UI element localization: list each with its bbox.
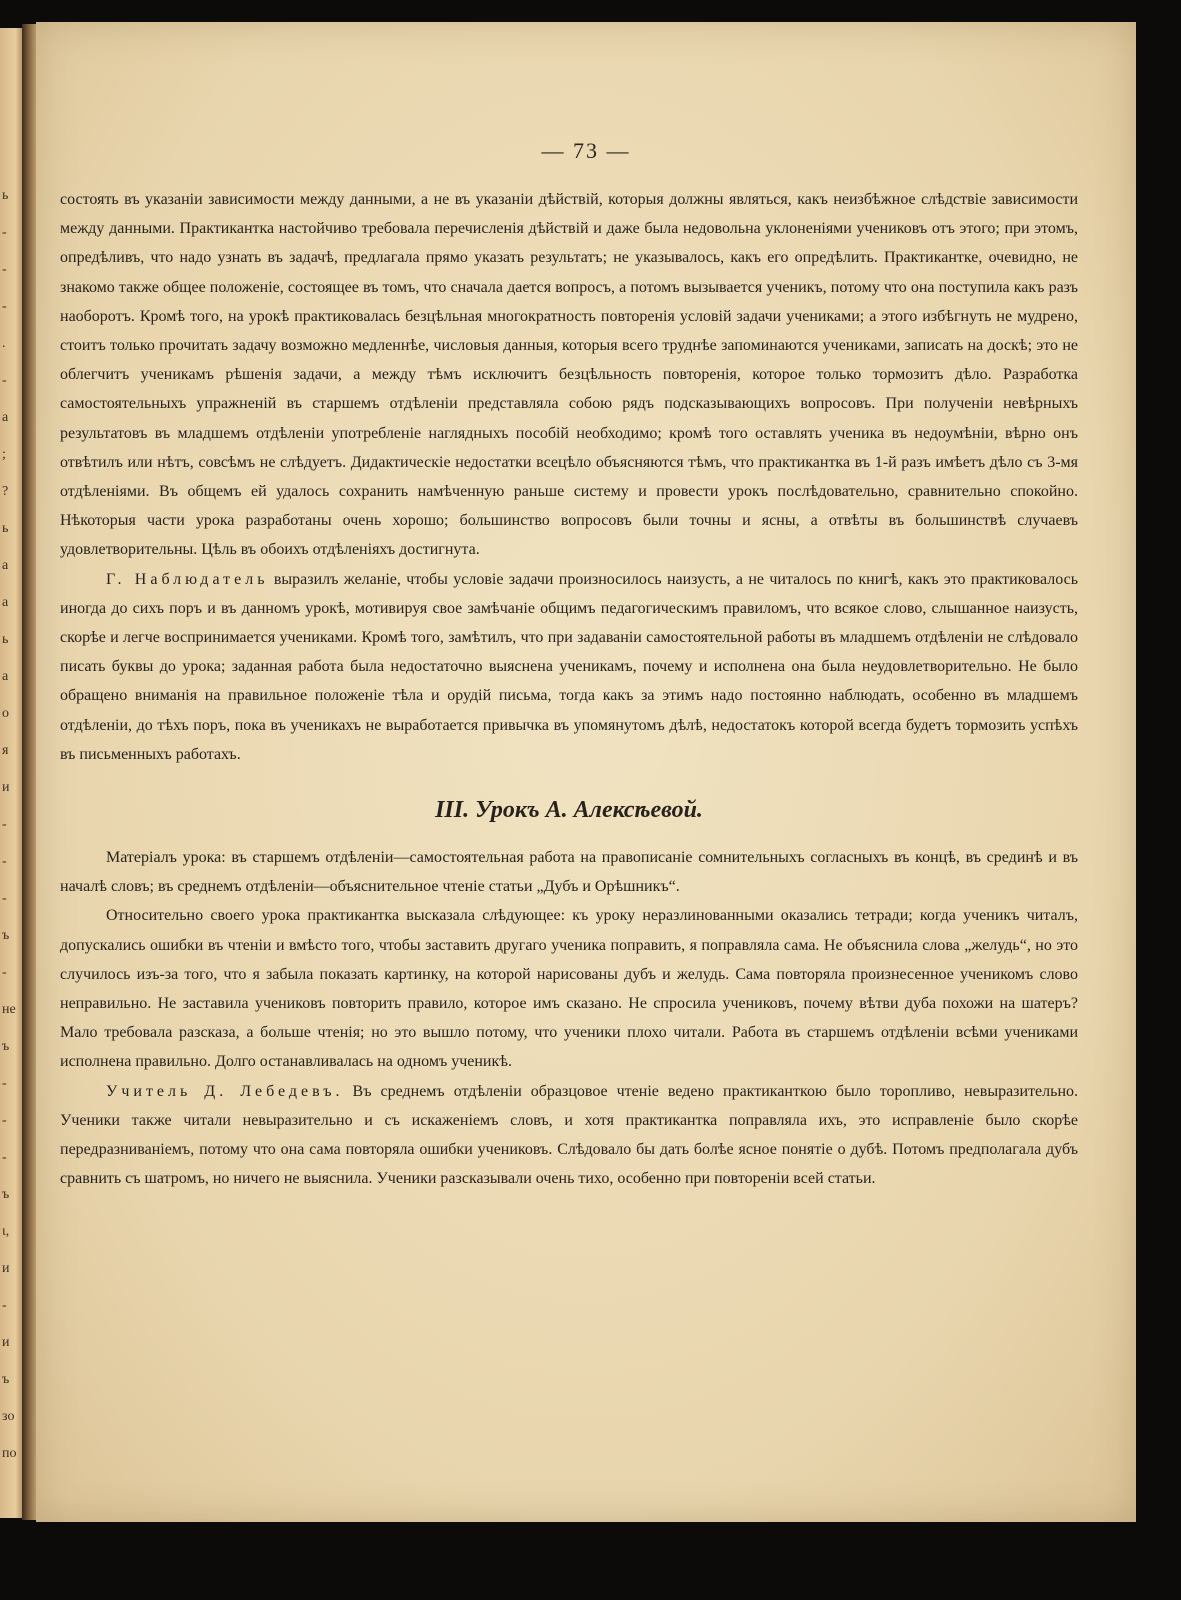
paragraph-observer-notes: состоять въ указанiи зависимости между данными, а не въ указанiи дѣйствiй, которыя должны являться, какъ неизбѣжное слѣдствiе зависимости между данными. Практикантка настойчиво требовала перечисленiя дѣйствiй и даже была недовольна уклоненiями учениковъ отъ этого; при этомъ, опредѣливъ, что надо узнать въ задачѣ, предлагала прямо указать результатъ; не указывалось, какъ его опредѣлить. Практикантке, очевидно, не знакомо также общее положенiе, состоящее въ томъ, что сначала дается вопросъ, а потомъ вызывается ученикъ, потому что она поступила какъ разъ наоборотъ. Кромѣ того, на урокѣ практиковалась безцѣльная многократность повторенiя условiй задачи учениками; а этого избѣгнуть не мудрено, стоитъ только прочитать задачу возможно медленнѣе, числовыя данныя, которыя всего труднѣе запоминаются учениками, записать на доскѣ; это не облегчитъ ученикамъ рѣшенiя задачи, а между тѣмъ исключитъ безцѣльность повторенiя, которое только тормозитъ дѣло. Разработка самостоятельныхъ упражненiй въ старшемъ отдѣленiи представляла собою рядъ подсказывающихъ вопросовъ. При полученiи невѣрныхъ результатовъ въ младшемъ отдѣленiи употребленiе наглядныхъ пособiй необходимо; кромѣ того оставлять ученика въ недоумѣнiи, вѣрно онъ отвѣтилъ или нѣтъ, совсѣмъ не слѣдуетъ. Дидактическiе недостатки всецѣло объясняются тѣмъ, что практикантка въ 1-й разъ имѣетъ дѣло съ 3-мя отдѣленiями. Въ общемъ ей удалось сохранить намѣченную раньше систему и провести урокъ послѣдовательно, сравнительно спокойно. Нѣкоторыя части урока разработаны очень хорошо; большинство вопросовъ были точны и ясны, а отвѣты въ большинствѣ случаевъ удовлетворительны. Цѣль въ обоихъ отдѣленiяхъ достигнута. <box>60 191 1079 559</box>
left-page-fragment: . <box>2 336 6 351</box>
left-page-fragment: - <box>2 373 7 388</box>
left-page-fragment: не <box>2 1002 16 1017</box>
left-page-fragment: - <box>2 225 7 240</box>
left-page-fragment: - <box>2 817 7 832</box>
left-page-fragment: и <box>2 1261 10 1276</box>
left-page-fragment: ъ <box>2 928 10 943</box>
paragraph-text: выразилъ желанiе, чтобы условiе задачи произносилось наизусть, а не читалось по книгѣ, какъ это практиковалось иногда до сихъ поръ и въ данномъ урокѣ, мотивируя свое замѣчанiе общимъ педагогическимъ правиломъ, что всякое слово, слышанное наизусть, скорѣе и легче воспринимается учениками. Кромѣ того, замѣтилъ, что при задаванiи самостоятельной работы въ младшемъ отдѣленiи не слѣдовало писать буквы до урока; заданная работа была недостаточно выяснена ученикамъ, почему и исполнена она была неудовлетворительно. Не было обращено вниманiя на правильное положенiе тѣла и орудiй письма, тогда какъ за этимъ надо постоянно наблюдать, особенно въ младшемъ отдѣленiи, до тѣхъ поръ, пока въ ученикахъ не выработается привычка въ упомянутомъ дѣлѣ, недостатокъ которой всегда будетъ тормозить успѣхъ въ письменныхъ работахъ. <box>60 570 1078 763</box>
page-body <box>60 185 1078 1194</box>
left-page-fragment: ъ <box>2 1372 10 1387</box>
left-page-fragment: - <box>2 1076 7 1091</box>
page-number: — 73 — <box>541 138 631 163</box>
left-page-fragment: - <box>2 891 7 906</box>
left-page-fragment: - <box>2 965 7 980</box>
paragraph-teacher-remarks <box>60 1077 1078 1194</box>
paragraph-text: Въ среднемъ отдѣленiи образцовое чтенiе ведено практиканткою было торопливо, невыразительно. Ученики также читали невыразительно и съ искаженiемъ словъ, и хотя практикантка поправляла ихъ, это исправленiе было скорѣе передразниванiемъ, потому что она сама повторяла ошибки учениковъ. Слѣдовало бы дать болѣе ясное понятiе о дубѣ. Потомъ предполагала дубъ сравнить съ шатромъ, но ничего не выяснила. Ученики разсказывали очень тихо, особенно при повторенiи всей статьи. <box>60 1082 1079 1188</box>
left-page-fragment: а <box>2 595 9 610</box>
speaker-label: Г. Наблюдатель <box>106 570 269 588</box>
left-page-fragment: а <box>2 410 9 425</box>
left-page-fragment: о <box>2 706 9 721</box>
left-page-fragment: и <box>2 780 10 795</box>
left-page-fragment: - <box>2 1298 7 1313</box>
left-page-fragment: - <box>2 262 7 277</box>
left-page-fragment: - <box>2 299 7 314</box>
left-page-fragment: и <box>2 1335 10 1350</box>
paragraph-observer-remarks <box>60 565 1078 769</box>
left-page-fragment: по <box>2 1446 17 1461</box>
left-page-fragment: ь <box>2 188 9 203</box>
speaker-label: Учитель Д. Лебедевъ. <box>106 1082 344 1100</box>
left-page-fragment: ι, <box>2 1224 10 1239</box>
left-page-fragment: а <box>2 558 9 573</box>
document-page <box>36 22 1136 1522</box>
paragraph-trainee-statement: Относительно своего урока практикантка высказала слѣдующее: къ уроку неразлинованными оказались тетради; когда ученикъ читалъ, допускались ошибки въ чтенiи и вмѣсто того, чтобы заставить другаго ученика поправить, я поправляла сама. Не объяснила слова „желудь“, но это случилось изъ-за того, что я забыла показать картинку, на которой нарисованы дубъ и желудь. Сама повторяла произнесенное ученикомъ слово неправильно. Не заставила учениковъ повторить правило, которое имъ сказано. Не спросила учениковъ, почему вѣтви дуба похожи на шатеръ? Мало требовала разсказа, а больше чтенiя; но это вышло потому, что ученики плохо читали. Работа въ старшемъ отдѣленiи всѣми учениками исполнена правильно. Долго останавливалась на одномъ ученикѣ. <box>60 907 1078 1071</box>
left-page-fragment: я <box>2 743 9 758</box>
left-page-fragment: а <box>2 669 9 684</box>
left-page-fragment: зо <box>2 1409 15 1424</box>
left-page-fragment: ь <box>2 521 9 536</box>
left-page-fragment: ъ <box>2 1187 10 1202</box>
left-page-fragment: - <box>2 1150 7 1165</box>
section-heading: III. Урокъ А. Алексѣевой. <box>435 797 703 824</box>
left-page-fragment: ; <box>2 447 6 462</box>
paragraph-lesson-material: Матерiалъ урока: въ старшемъ отдѣленiи—самостоятельная работа на правописанiе сомнительныхъ согласныхъ въ концѣ, въ срединѣ и въ началѣ словъ; въ среднемъ отдѣленiи—объяснительное чтенiе статьи „Дубъ и Орѣшникъ“. <box>60 849 1078 896</box>
left-page-fragment: ъ <box>2 1039 10 1054</box>
left-page-fragment: - <box>2 1113 7 1128</box>
left-page-fragment: ь <box>2 632 9 647</box>
left-page-fragment: - <box>2 854 7 869</box>
left-page-fragment: ? <box>2 484 9 499</box>
